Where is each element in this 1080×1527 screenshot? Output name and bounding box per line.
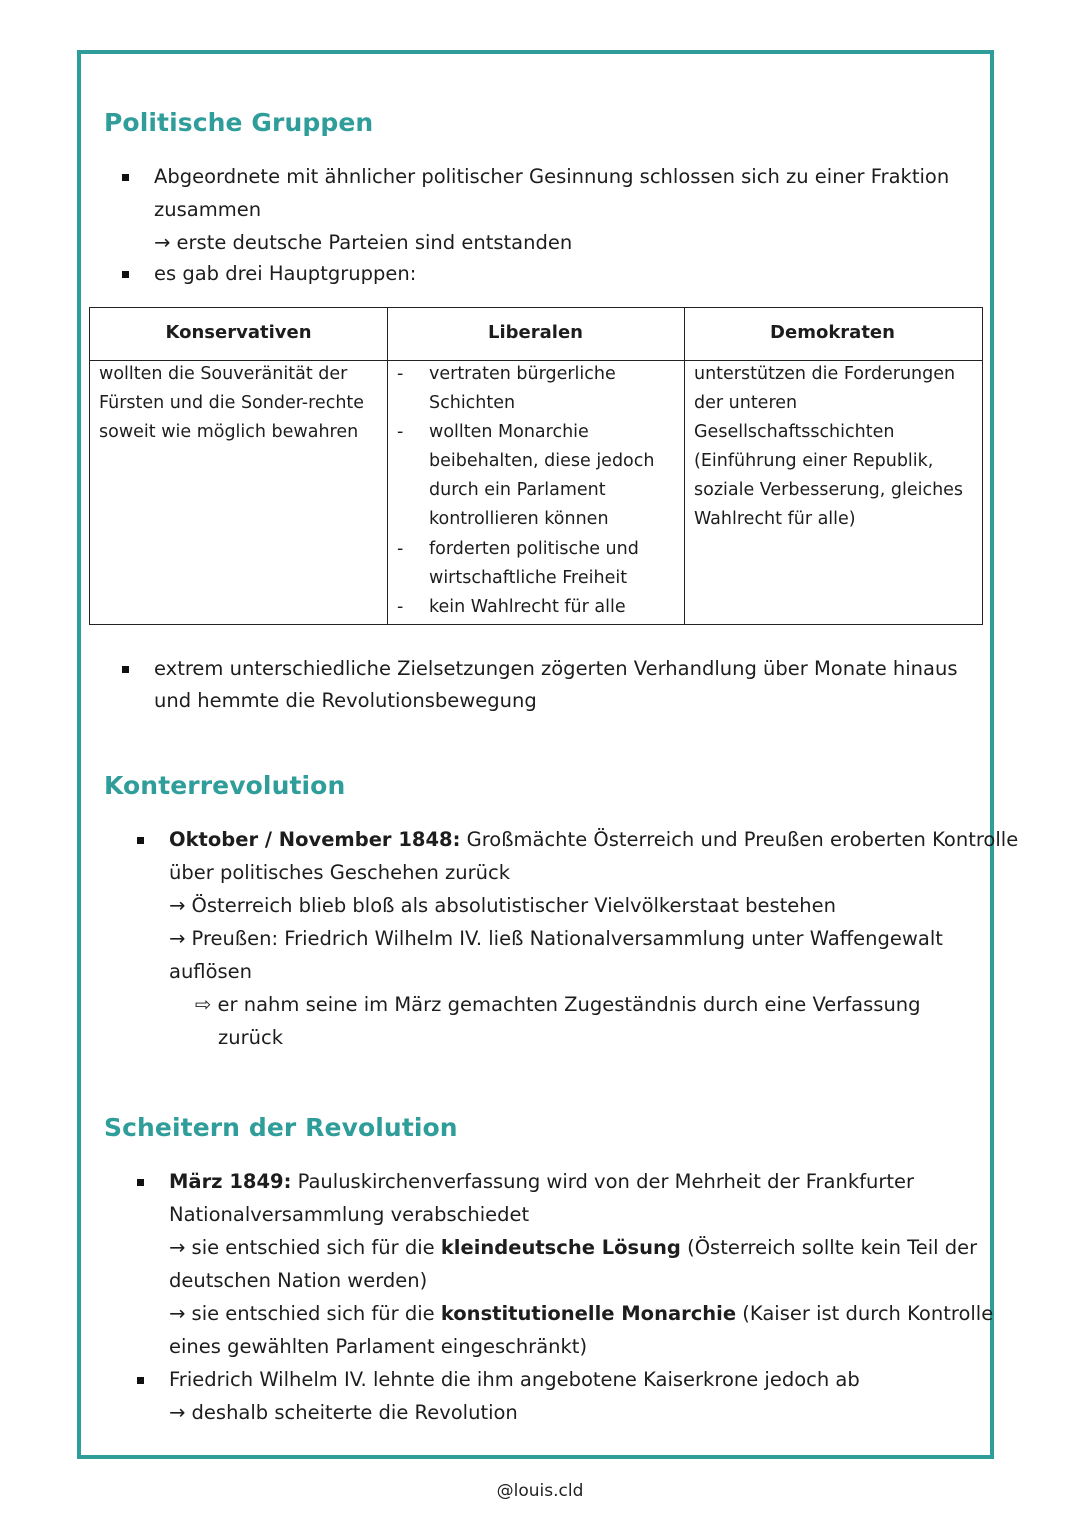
dash-bullet: - <box>397 597 404 617</box>
table-cell-text: wollten die Souveränität der <box>99 364 348 384</box>
bullet-icon <box>137 837 144 844</box>
text-line <box>169 1170 914 1194</box>
table-cell-text: vertraten bürgerliche <box>429 364 616 384</box>
dash-bullet: - <box>397 422 404 442</box>
bullet-icon <box>137 1377 144 1384</box>
text-span: Pauluskirchenverfassung wird von der Mehrheit der Frankfurter <box>291 1170 915 1193</box>
heading-politische-gruppen: Politische Gruppen <box>104 108 374 137</box>
heading-konterrevolution: Konterrevolution <box>104 771 346 800</box>
text-span: (Österreich sollte kein Teil der <box>680 1236 978 1259</box>
bullet-icon <box>122 666 129 673</box>
bold-term: kleindeutsche Lösung <box>440 1236 681 1259</box>
table-cell-text: durch ein Parlament <box>429 480 606 500</box>
table-cell-text: wirtschaftliche Freiheit <box>429 568 628 588</box>
text-line: auflösen <box>169 960 253 983</box>
table-cell-text: Gesellschaftsschichten <box>694 422 895 442</box>
table-cell-text: soziale Verbesserung, gleiches <box>694 480 964 500</box>
table-header-demokraten: Demokraten <box>770 322 895 343</box>
text-line: es gab drei Hauptgruppen: <box>154 262 417 285</box>
text-line: eines gewählten Parlament eingeschränkt) <box>169 1335 588 1358</box>
text-span: → sie entschied sich für die <box>169 1236 441 1259</box>
text-line: extrem unterschiedliche Zielsetzungen zögerten Verhandlung über Monate hinaus <box>154 657 958 680</box>
table-cell-text: wollten Monarchie <box>429 422 589 442</box>
text-line: über politisches Geschehen zurück <box>169 861 510 884</box>
table-header-liberalen: Liberalen <box>488 322 583 343</box>
text-line: → deshalb scheiterte die Revolution <box>169 1401 518 1424</box>
text-line: Abgeordnete mit ähnlicher politischer Gesinnung schlossen sich zu einer Fraktion <box>154 165 950 188</box>
text-line <box>169 1236 977 1260</box>
table-cell-text: soweit wie möglich bewahren <box>99 422 359 442</box>
table-cell-text: Fürsten und die Sonder-rechte <box>99 393 365 413</box>
table-cell-text: forderten politische und <box>429 539 639 559</box>
date-label: März 1849: <box>169 1170 292 1193</box>
parties-table <box>89 307 983 625</box>
text-line: Friedrich Wilhelm IV. lehnte die ihm angebotene Kaiserkrone jedoch ab <box>169 1368 860 1391</box>
text-line: ⇨ er nahm seine im März gemachten Zugeständnis durch eine Verfassung <box>195 993 921 1016</box>
dash-bullet: - <box>397 364 404 384</box>
text-span: → sie entschied sich für die <box>169 1302 441 1325</box>
table-cell-text: beibehalten, diese jedoch <box>429 451 655 471</box>
text-line: zurück <box>218 1026 283 1049</box>
text-span: (Kaiser ist durch Kontrolle <box>736 1302 994 1325</box>
table-cell-text: kein Wahlrecht für alle <box>429 597 626 617</box>
text-line: und hemmte die Revolutionsbewegung <box>154 689 537 712</box>
bold-term: konstitutionelle Monarchie <box>440 1302 737 1325</box>
date-label: Oktober / November 1848: <box>169 828 461 851</box>
text-line: Nationalversammlung verabschiedet <box>169 1203 530 1226</box>
text-line: deutschen Nation werden) <box>169 1269 428 1292</box>
table-cell-text: unterstützen die Forderungen <box>694 364 956 384</box>
dash-bullet: - <box>397 539 404 559</box>
table-header-konservativen: Konservativen <box>165 322 312 343</box>
table-cell-text: kontrollieren können <box>429 509 609 529</box>
text-span: Großmächte Österreich und Preußen eroberten Kontrolle <box>460 828 1019 851</box>
table-cell-text: Wahlrecht für alle) <box>694 509 856 529</box>
table-divider <box>387 308 388 624</box>
bullet-icon <box>122 271 129 278</box>
table-cell-text: (Einführung einer Republik, <box>694 451 934 471</box>
text-line <box>169 828 1018 852</box>
footer-handle: @louis.cld <box>496 1481 584 1501</box>
text-line <box>169 1302 993 1326</box>
bullet-icon <box>122 174 129 181</box>
heading-scheitern: Scheitern der Revolution <box>104 1113 458 1142</box>
text-line: → Österreich blieb bloß als absolutistischer Vielvölkerstaat bestehen <box>169 894 836 917</box>
table-divider <box>684 308 685 624</box>
text-line: → Preußen: Friedrich Wilhelm IV. ließ Nationalversammlung unter Waffengewalt <box>169 927 943 950</box>
table-cell-text: Schichten <box>429 393 516 413</box>
text-line: → erste deutsche Parteien sind entstanden <box>154 231 573 254</box>
text-line: zusammen <box>154 198 262 221</box>
table-cell-text: der unteren <box>694 393 798 413</box>
bullet-icon <box>137 1179 144 1186</box>
